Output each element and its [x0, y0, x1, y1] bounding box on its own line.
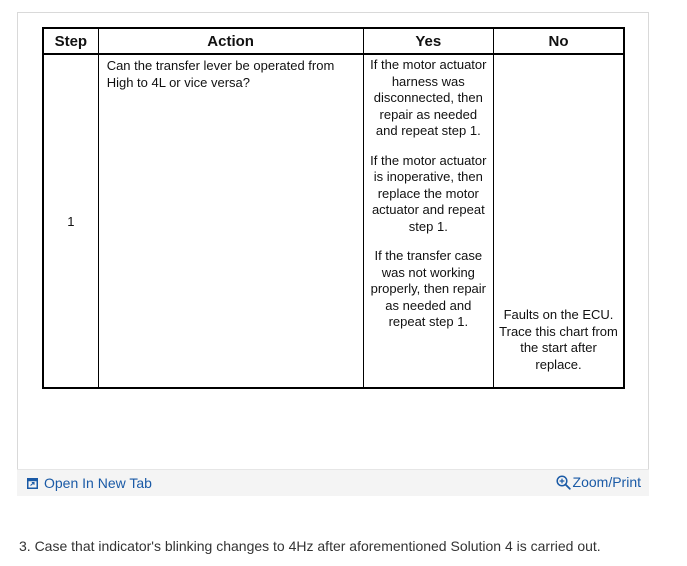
- yes-paragraph: If the motor actuator harness was disconnected, then repair as needed and repeat step 1.: [370, 57, 487, 138]
- action-text: Can the transfer lever be operated from High to 4L or vice versa?: [98, 54, 363, 388]
- zoom-print-label: Zoom/Print: [572, 474, 641, 490]
- no-cell: [494, 54, 624, 388]
- section-note: 3. Case that indicator's blinking changes to 4Hz after aforementioned Solution 4 is carried out.: [19, 538, 601, 554]
- header-action: Action: [98, 28, 363, 54]
- zoom-print-link[interactable]: [556, 474, 641, 490]
- step-number: 1: [43, 54, 98, 388]
- chart-toolbar: [17, 469, 649, 496]
- header-no: No: [494, 28, 624, 54]
- open-in-new-tab-label: Open In New Tab: [44, 475, 152, 491]
- open-in-new-tab-link[interactable]: [27, 475, 152, 491]
- yes-cell: [363, 54, 493, 388]
- yes-paragraph: If the transfer case was not working properly, then repair as needed and repeat step 1.: [370, 248, 486, 329]
- diagnostic-table: [42, 27, 625, 389]
- no-text: Faults on the ECU. Trace this chart from the start after replace.: [499, 307, 618, 372]
- table-row: [43, 54, 624, 388]
- zoom-in-icon: [556, 475, 571, 490]
- table-header-row: [43, 28, 624, 54]
- yes-paragraph: If the motor actuator is inoperative, then replace the motor actuator and repeat step 1.: [370, 152, 487, 234]
- new-tab-icon: [27, 478, 38, 489]
- header-yes: Yes: [363, 28, 493, 54]
- header-step: Step: [43, 28, 98, 54]
